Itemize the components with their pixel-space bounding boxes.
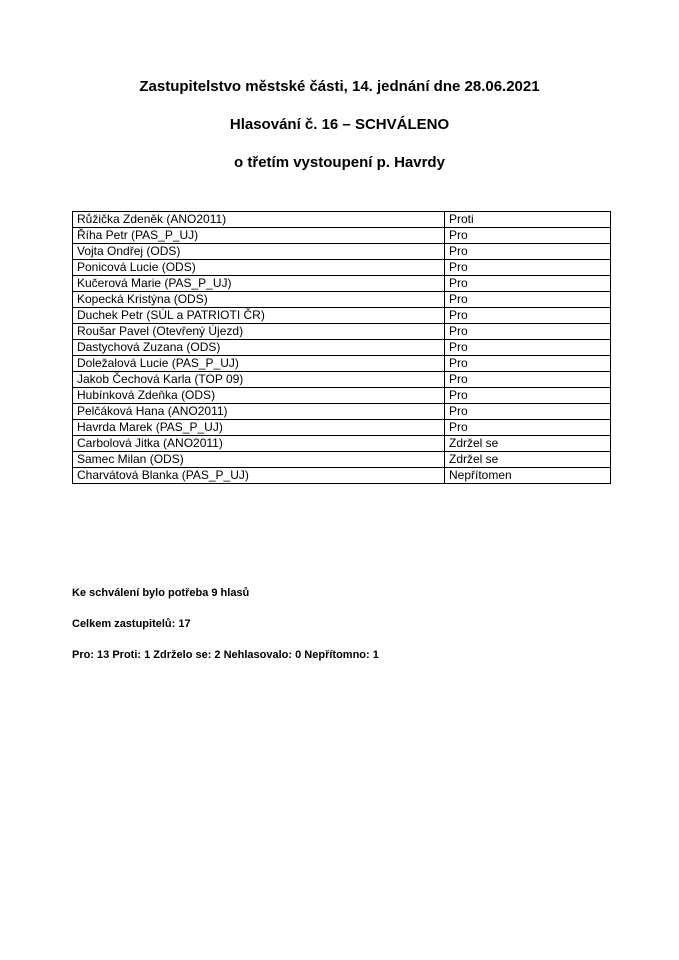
member-name-cell: Hubínková Zdeňka (ODS) xyxy=(73,388,445,404)
vote-cell: Pro xyxy=(445,420,611,436)
member-name-cell: Doležalová Lucie (PAS_P_UJ) xyxy=(73,356,445,372)
vote-cell: Pro xyxy=(445,324,611,340)
member-name-cell: Dastychová Zuzana (ODS) xyxy=(73,340,445,356)
vote-subject: o třetím vystoupení p. Havrdy xyxy=(234,154,445,171)
vote-table xyxy=(72,211,611,484)
table-row xyxy=(73,244,611,260)
vote-cell: Pro xyxy=(445,356,611,372)
table-row xyxy=(73,308,611,324)
member-name-cell: Kučerová Marie (PAS_P_UJ) xyxy=(73,276,445,292)
member-name-cell: Charvátová Blanka (PAS_P_UJ) xyxy=(73,468,445,484)
table-row xyxy=(73,404,611,420)
table-row xyxy=(73,340,611,356)
table-row xyxy=(73,228,611,244)
member-name-cell: Růžička Zdeněk (ANO2011) xyxy=(73,212,445,228)
meeting-title: Zastupitelstvo městské části, 14. jednání dne 28.06.2021 xyxy=(139,78,540,95)
member-name-cell: Samec Milan (ODS) xyxy=(73,452,445,468)
table-row xyxy=(73,436,611,452)
table-row xyxy=(73,372,611,388)
vote-cell: Proti xyxy=(445,212,611,228)
vote-cell: Pro xyxy=(445,340,611,356)
table-row xyxy=(73,388,611,404)
table-row xyxy=(73,292,611,308)
required-votes-line: Ke schválení bylo potřeba 9 hlasů xyxy=(72,587,250,599)
vote-number-result: Hlasování č. 16 – SCHVÁLENO xyxy=(229,116,450,133)
member-name-cell: Jakob Čechová Karla (TOP 09) xyxy=(73,372,445,388)
table-row xyxy=(73,452,611,468)
total-members-line: Celkem zastupitelů: 17 xyxy=(72,618,191,630)
title-block xyxy=(0,79,679,193)
member-name-cell: Roušar Pavel (Otevřený Újezd) xyxy=(73,324,445,340)
vote-cell: Pro xyxy=(445,372,611,388)
vote-cell: Pro xyxy=(445,260,611,276)
vote-cell: Pro xyxy=(445,292,611,308)
results-line: Pro: 13 Proti: 1 Zdrželo se: 2 Nehlasovalo: 0 Nepřítomno: 1 xyxy=(72,649,379,661)
table-row xyxy=(73,420,611,436)
table-row xyxy=(73,468,611,484)
vote-cell: Pro xyxy=(445,228,611,244)
member-name-cell: Pelčáková Hana (ANO2011) xyxy=(73,404,445,420)
table-row xyxy=(73,324,611,340)
vote-cell: Zdržel se xyxy=(445,436,611,452)
vote-table-body xyxy=(73,212,611,484)
table-row xyxy=(73,212,611,228)
member-name-cell: Carbolová Jitka (ANO2011) xyxy=(73,436,445,452)
vote-cell: Pro xyxy=(445,308,611,324)
member-name-cell: Kopecká Kristýna (ODS) xyxy=(73,292,445,308)
vote-cell: Pro xyxy=(445,244,611,260)
table-row xyxy=(73,276,611,292)
member-name-cell: Duchek Petr (SÚL a PATRIOTI ČR) xyxy=(73,308,445,324)
member-name-cell: Ponicová Lucie (ODS) xyxy=(73,260,445,276)
member-name-cell: Havrda Marek (PAS_P_UJ) xyxy=(73,420,445,436)
vote-cell: Zdržel se xyxy=(445,452,611,468)
member-name-cell: Říha Petr (PAS_P_UJ) xyxy=(73,228,445,244)
summary-block xyxy=(72,587,632,680)
vote-cell: Pro xyxy=(445,388,611,404)
vote-cell: Pro xyxy=(445,276,611,292)
table-row xyxy=(73,260,611,276)
table-row xyxy=(73,356,611,372)
vote-cell: Nepřítomen xyxy=(445,468,611,484)
vote-cell: Pro xyxy=(445,404,611,420)
member-name-cell: Vojta Ondřej (ODS) xyxy=(73,244,445,260)
